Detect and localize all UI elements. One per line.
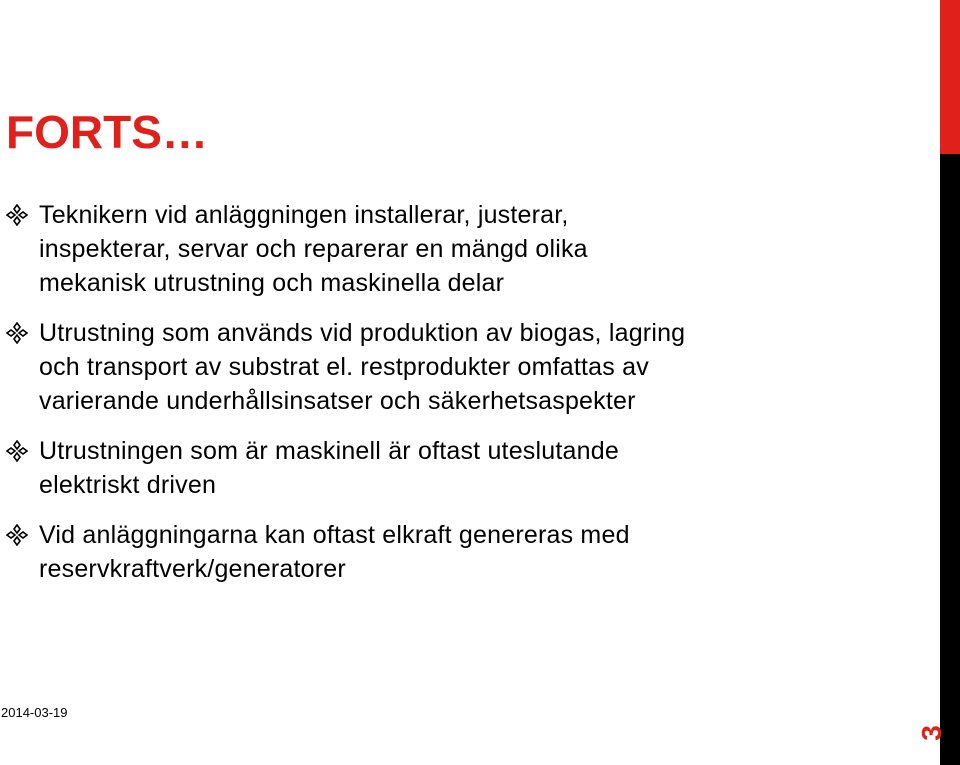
four-diamond-bullet-icon: [6, 322, 28, 344]
bullet-item: [0, 434, 920, 502]
four-diamond-bullet-icon: [6, 524, 28, 546]
accent-bar-black: [940, 154, 960, 765]
page-number: 3: [916, 725, 947, 741]
footer-date: 2014-03-19: [1, 705, 68, 720]
bullet-text: Teknikern vid anläggningen installerar, justerar, inspekterar, servar och reparerar en mängd olika mekanisk utrustning och maskinella delar: [39, 201, 588, 297]
four-diamond-bullet-icon: [6, 440, 28, 462]
bullet-text: Utrustningen som är maskinell är oftast uteslutande elektriskt driven: [39, 437, 619, 499]
four-diamond-bullet-icon: [6, 204, 28, 226]
accent-bar-red: [940, 0, 960, 154]
bullet-text: Vid anläggningarna kan oftast elkraft genereras med reservkraftverk/generatorer: [39, 521, 630, 583]
bullet-item: [0, 316, 920, 418]
bullet-text: Utrustning som används vid produktion av biogas, lagring och transport av substrat el. restprodukter omfattas av varierande underhållsinsatser och säkerhetsaspekter: [39, 319, 686, 415]
bullet-item: [0, 518, 920, 586]
slide-title: FORTS…: [6, 106, 208, 158]
bullet-list: [0, 198, 920, 602]
bullet-item: [0, 198, 920, 300]
